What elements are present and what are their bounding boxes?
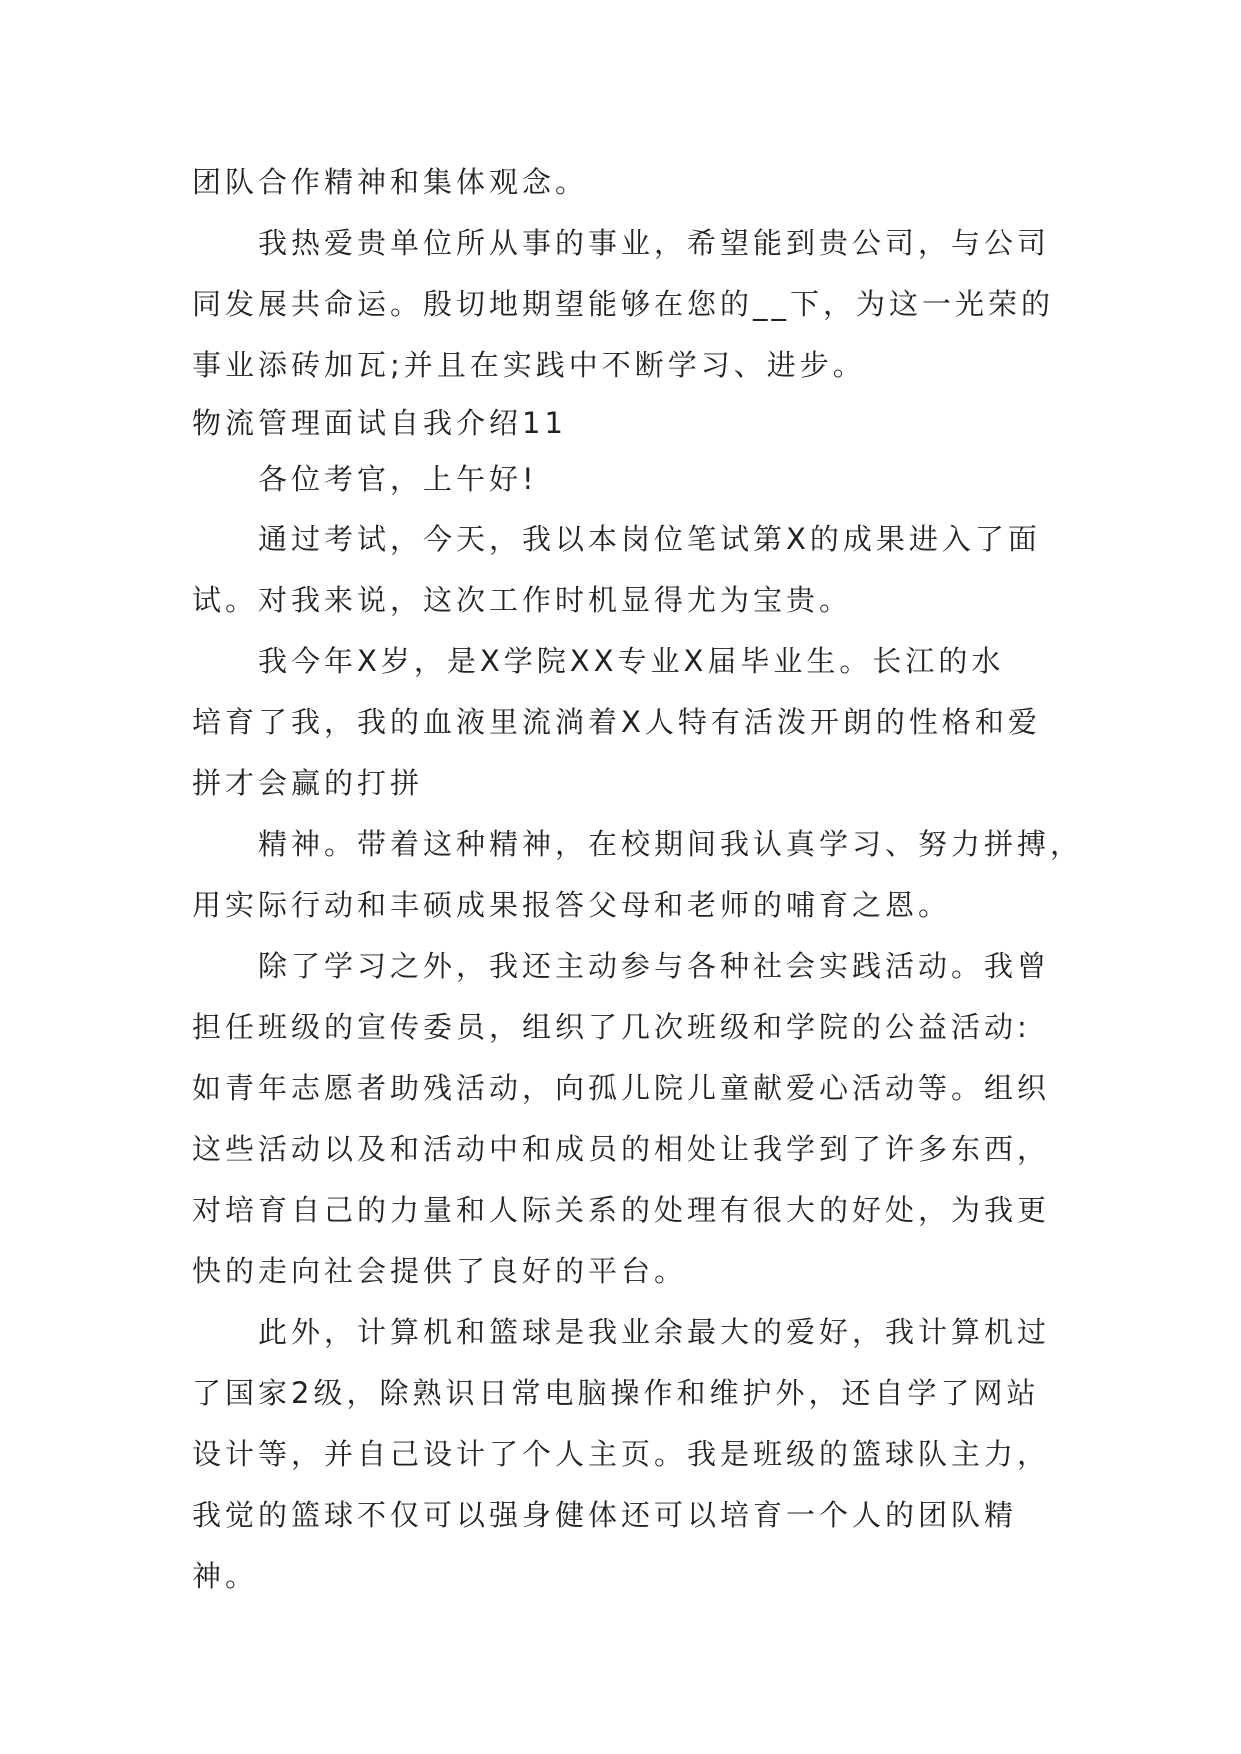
text-line: 我觉的篮球不仅可以强身健体还可以培育一个人的团队精 [192,1498,1018,1532]
text-line: 如青年志愿者助残活动，向孤儿院儿童献爱心活动等。组织 [192,1071,1051,1105]
text-line: 了国家2级，除熟识日常电脑操作和维护外，还自学了网站 [192,1376,1040,1410]
text-line: 对培育自己的力量和人际关系的处理有很大的好处，为我更 [192,1193,1051,1227]
paragraph-start-line: 通过考试，今天，我以本岗位笔试第X的成果进入了面 [258,522,1041,556]
text-line: 神。 [192,1559,259,1593]
text-line: 快的走向社会提供了良好的平台。 [192,1254,688,1288]
paragraph-start-line: 精神。带着这种精神，在校期间我认真学习、努力拼搏， [258,827,1084,861]
text-line: 设计等，并自己设计了个人主页。我是班级的篮球队主力， [192,1437,1051,1471]
text-line: 担任班级的宣传委员，组织了几次班级和学院的公益活动: [192,1010,1031,1044]
text-line: 试。对我来说，这次工作时机显得尤为宝贵。 [192,583,853,617]
paragraph-start-line: 此外，计算机和篮球是我业余最大的爱好，我计算机过 [258,1315,1051,1349]
paragraph-start-line: 我今年X岁，是X学院XX专业X届毕业生。长江的水 [258,644,1005,678]
paragraph-start-line: 我热爱贵单位所从事的事业，希望能到贵公司，与公司 [258,226,1051,260]
text-line: 这些活动以及和活动中和成员的相处让我学到了许多东西， [192,1132,1051,1166]
document-body [192,152,1084,1607]
text-line: 培育了我，我的血液里流淌着X人特有活泼开朗的性格和爱 [192,705,1041,739]
section-title: 物流管理面试自我介绍11 [192,406,567,440]
text-line: 事业添砖加瓦;并且在实践中不断学习、进步。 [192,348,866,382]
text-line: 同发展共命运。殷切地期望能够在您的__下，为这一光荣的 [192,287,1055,321]
text-line: 拼才会赢的打拼 [192,766,424,800]
text-line: 用实际行动和丰硕成果报答父母和老师的哺育之恩。 [192,888,952,922]
greeting-line: 各位考官，上午好! [258,462,538,496]
text-line: 团队合作精神和集体观念。 [192,165,589,199]
paragraph-start-line: 除了学习之外，我还主动参与各种社会实践活动。我曾 [258,949,1051,983]
